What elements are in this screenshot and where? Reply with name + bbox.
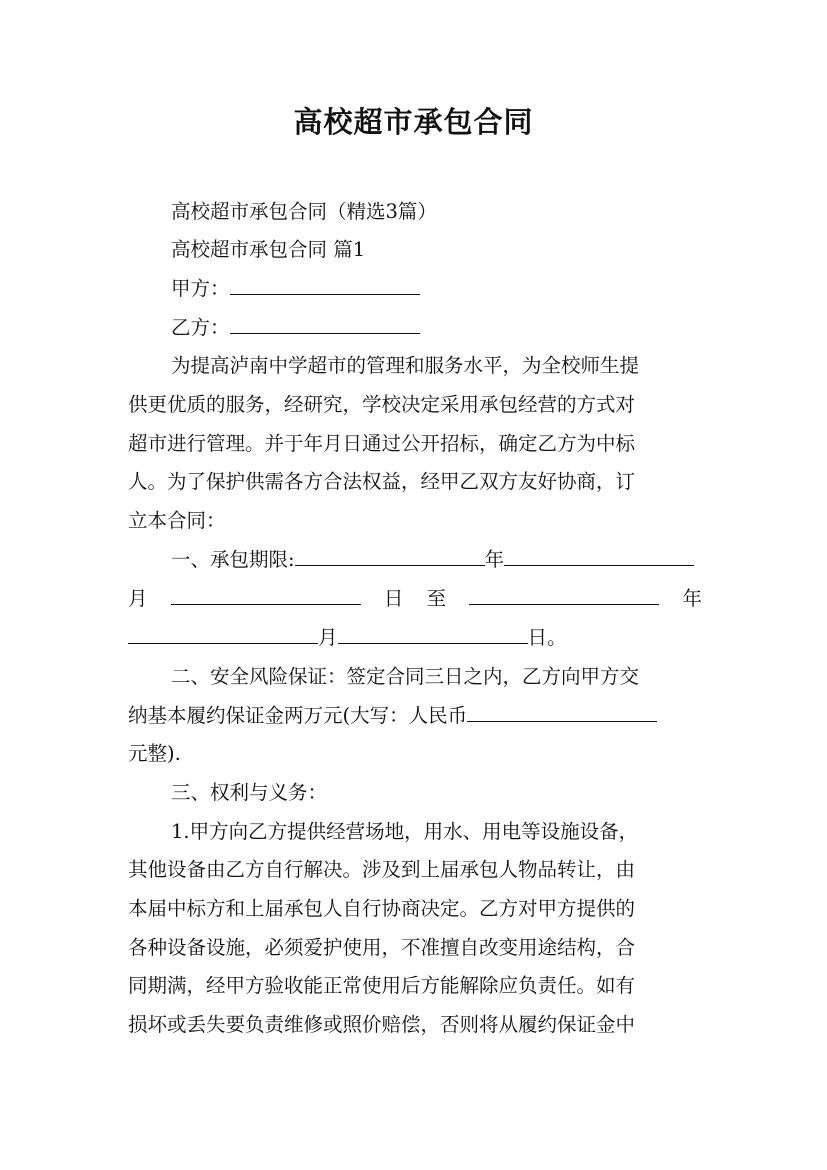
term-line-2 bbox=[128, 580, 702, 618]
month-label: 月 bbox=[128, 587, 148, 610]
party-b-line bbox=[171, 309, 702, 347]
term-label: 一、承包期限: bbox=[171, 548, 295, 571]
start-month-blank bbox=[504, 541, 694, 566]
term-line-1 bbox=[171, 541, 702, 579]
preamble-line: 超市进行管理。并于年月日通过公开招标，确定乙方为中标 bbox=[128, 432, 636, 455]
end-day-blank bbox=[338, 619, 528, 644]
party-b-blank bbox=[230, 309, 420, 334]
clause-line: 各种设备设施，必须爱护使用，不准擅自改变用途结构，合 bbox=[128, 936, 636, 959]
part-heading: 高校超市承包合同 篇1 bbox=[171, 238, 366, 261]
deposit-line: 二、安全风险保证：签定合同三日之内，乙方向甲方交 bbox=[171, 665, 640, 688]
party-b-label: 乙方： bbox=[171, 316, 230, 339]
to-label: 至 bbox=[426, 587, 447, 610]
clause-line: 同期满，经甲方验收能正常使用后方能解除应负责任。如有 bbox=[128, 974, 636, 997]
party-a-blank bbox=[230, 270, 420, 295]
end-month-blank bbox=[128, 619, 318, 644]
deposit-prefix: 纳基本履约保证金两万元(大写：人民币 bbox=[128, 704, 468, 727]
deposit-amount-blank bbox=[467, 697, 657, 722]
clause-line: 其他设备由乙方自行解决。涉及到上届承包人物品转让，由 bbox=[128, 858, 636, 881]
clause-line: 1.甲方向乙方提供经营场地，用水、用电等设施设备， bbox=[171, 820, 639, 843]
deposit-line: 元整). bbox=[128, 742, 181, 765]
clause-line: 本届中标方和上届承包人自行协商决定。乙方对甲方提供的 bbox=[128, 897, 636, 920]
party-a-line bbox=[171, 270, 702, 308]
preamble-line: 为提高泸南中学超市的管理和服务水平，为全校师生提 bbox=[171, 354, 640, 377]
document-subtitle: 高校超市承包合同（精选3篇） bbox=[171, 200, 437, 223]
day-label: 日 bbox=[383, 587, 404, 610]
preamble-line: 立本合同： bbox=[128, 509, 226, 532]
year-label: 年 bbox=[682, 587, 702, 610]
term-end: 日。 bbox=[527, 626, 567, 649]
end-year-blank bbox=[469, 580, 659, 605]
party-a-label: 甲方： bbox=[171, 277, 230, 300]
start-year-blank bbox=[295, 541, 485, 566]
clause-line: 损坏或丢失要负责维修或照价赔偿，否则将从履约保证金中 bbox=[128, 1013, 636, 1036]
start-day-blank bbox=[171, 580, 361, 605]
year-label: 年 bbox=[484, 548, 505, 571]
month-label: 月 bbox=[318, 626, 338, 649]
preamble-line: 人。为了保护供需各方合法权益，经甲乙双方友好协商，订 bbox=[128, 470, 636, 493]
deposit-line bbox=[128, 697, 702, 735]
term-line-3 bbox=[128, 619, 702, 657]
preamble-line: 供更优质的服务，经研究，学校决定采用承包经营的方式对 bbox=[128, 393, 636, 416]
rights-heading: 三、权利与义务： bbox=[171, 781, 328, 804]
document-title: 高校超市承包合同 bbox=[293, 105, 534, 139]
